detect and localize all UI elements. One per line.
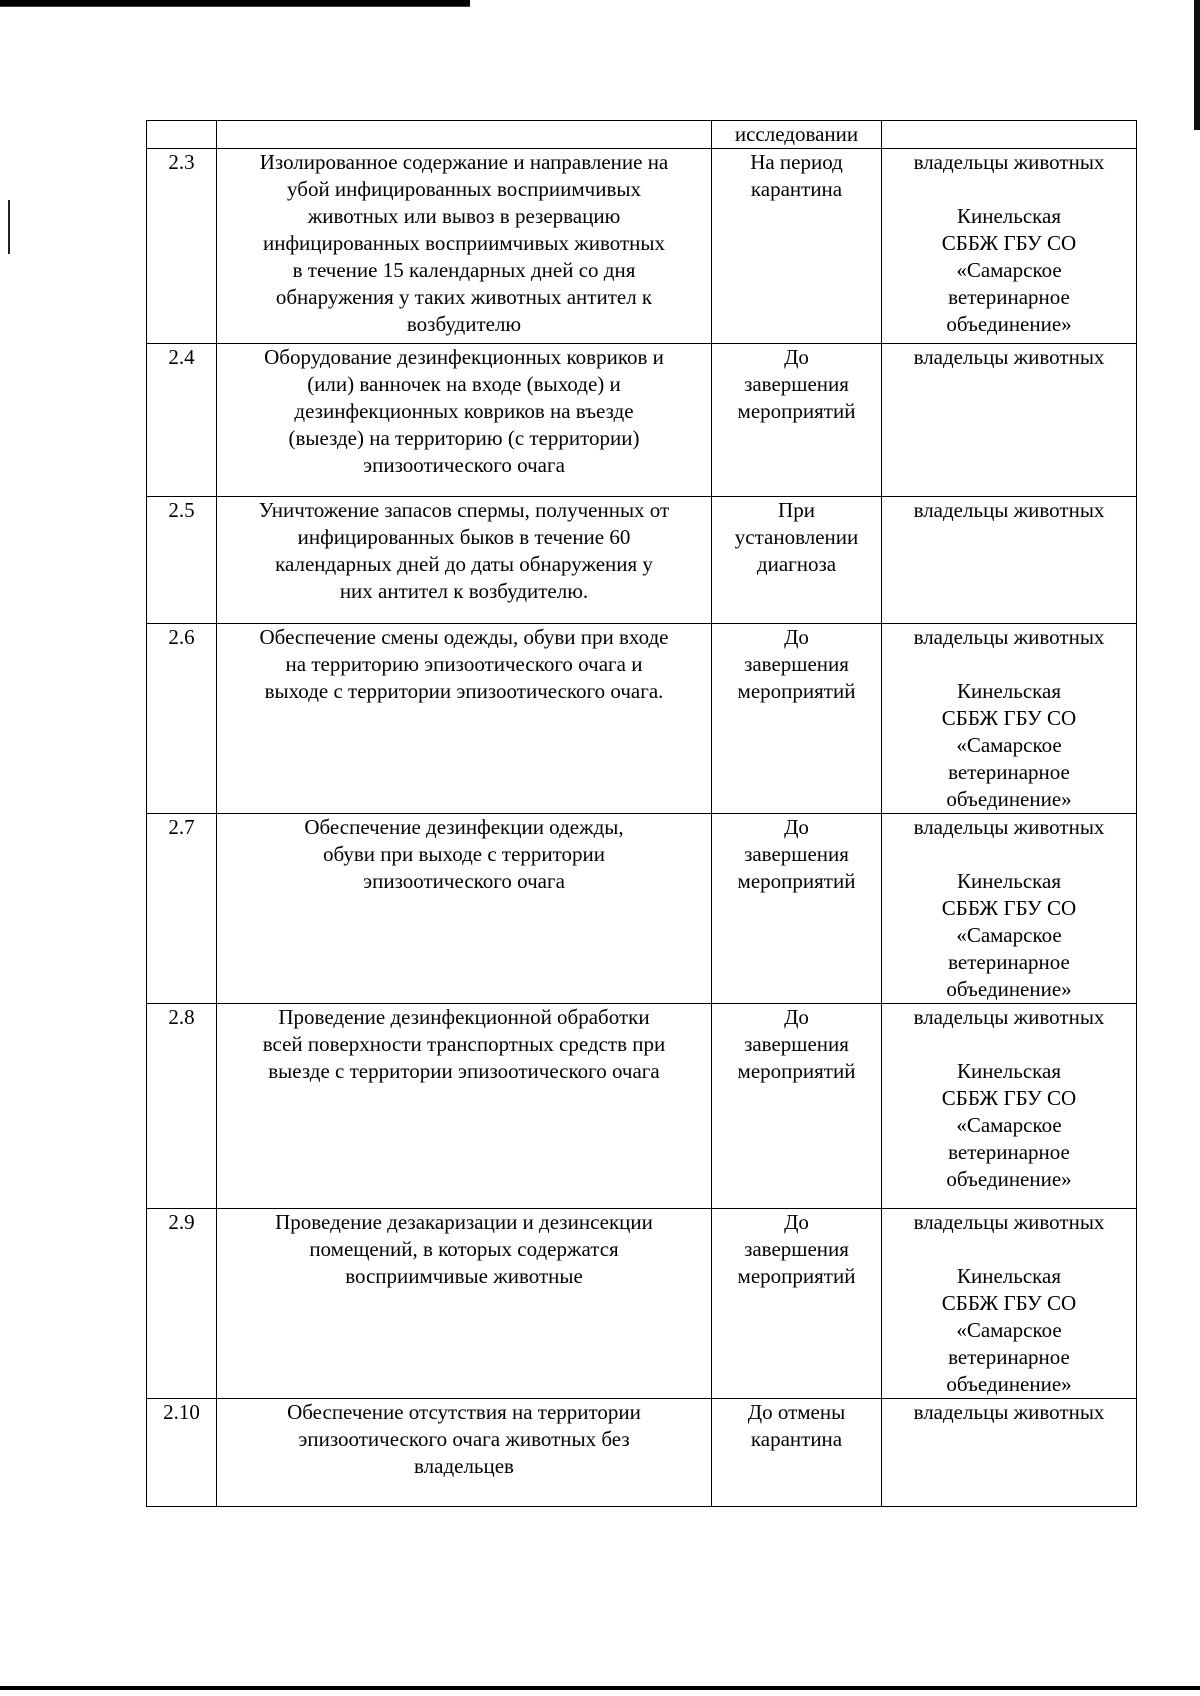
table-row <box>147 344 1137 497</box>
cell-measure <box>217 121 712 149</box>
responsible-owner: владельцы животных <box>913 498 1105 522</box>
responsible-org-line: объединение» <box>946 977 1072 1001</box>
responsible-org-line: Кинельская <box>956 869 1062 893</box>
measure-text-line: в течение 15 календарных дней со дня <box>292 258 636 282</box>
term-text-line: карантина <box>750 1427 843 1451</box>
responsible-org-line: «Самарское <box>956 258 1062 282</box>
term-text-line: До <box>784 815 809 839</box>
responsible-org-line: ветеринарное <box>948 1140 1070 1164</box>
cell-term <box>712 149 882 344</box>
measure-text-line: выезде с территории эпизоотического очага <box>268 1059 660 1083</box>
cell-responsible <box>882 1004 1137 1209</box>
cell-measure <box>217 149 712 344</box>
term-text-line: завершения <box>744 1032 849 1056</box>
cell-term <box>712 1004 882 1209</box>
responsible-owner: владельцы животных <box>913 625 1105 649</box>
responsible-org-line: Кинельская <box>956 204 1062 228</box>
cell-number: 2.9 <box>147 1209 217 1399</box>
cell-responsible <box>882 497 1137 624</box>
measure-text-line: Обеспечение дезинфекции одежды, <box>304 815 624 839</box>
measure-text-line: помещений, в которых содержатся <box>309 1237 619 1261</box>
table-row <box>147 1209 1137 1399</box>
cell-number: 2.8 <box>147 1004 217 1209</box>
responsible-org-line: СББЖ ГБУ СО <box>941 231 1077 255</box>
measure-text-line: инфицированных быков в течение 60 <box>297 525 631 549</box>
cell-number: 2.10 <box>147 1399 217 1507</box>
term-text-line: завершения <box>744 842 849 866</box>
cell-number: 2.7 <box>147 814 217 1004</box>
term-text-line: установлении <box>734 525 859 549</box>
responsible-spacer <box>886 651 1132 678</box>
cell-measure <box>217 344 712 497</box>
measure-text-line: них антител к возбудителю. <box>339 579 589 603</box>
term-text-line: карантина <box>750 177 843 201</box>
responsible-org-line: Кинельская <box>956 679 1062 703</box>
measure-text-line: восприимчивые животные <box>345 1264 583 1288</box>
cell-responsible <box>882 344 1137 497</box>
measure-text-line: владельцев <box>414 1454 514 1478</box>
responsible-org-line: объединение» <box>946 787 1072 811</box>
term-text-line: На период <box>750 150 843 174</box>
cell-number: 2.3 <box>147 149 217 344</box>
cell-responsible <box>882 121 1137 149</box>
measure-text-line: животных или вывоз в резервацию <box>307 204 621 228</box>
cell-number <box>147 121 217 149</box>
table-row <box>147 1004 1137 1209</box>
responsible-spacer <box>886 176 1132 203</box>
cell-responsible <box>882 1399 1137 1507</box>
measure-text-line: (или) ванночек на входе (выходе) и <box>307 372 621 396</box>
responsible-owner: владельцы животных <box>913 150 1105 174</box>
responsible-org-line: ветеринарное <box>948 950 1070 974</box>
responsible-org-line: СББЖ ГБУ СО <box>941 1291 1077 1315</box>
term-text-line: мероприятий <box>737 679 856 703</box>
responsible-spacer <box>886 841 1132 868</box>
responsible-org-line: объединение» <box>946 1167 1072 1191</box>
measure-text-line: Оборудование дезинфекционных ковриков и <box>264 345 664 369</box>
responsible-owner: владельцы животных <box>913 1005 1105 1029</box>
responsible-org-line: объединение» <box>946 1372 1072 1396</box>
table-row <box>147 1399 1137 1507</box>
scan-edge-left <box>8 200 10 254</box>
measure-text-line: Проведение дезинфекционной обработки <box>278 1005 650 1029</box>
cell-responsible <box>882 149 1137 344</box>
responsible-org-line: ветеринарное <box>948 760 1070 784</box>
responsible-org-line: «Самарское <box>956 1318 1062 1342</box>
responsible-spacer <box>886 1031 1132 1058</box>
cell-number: 2.5 <box>147 497 217 624</box>
cell-term <box>712 1399 882 1507</box>
term-text-line: диагноза <box>756 552 837 576</box>
responsible-owner: владельцы животных <box>913 345 1105 369</box>
responsible-org-line: «Самарское <box>956 1113 1062 1137</box>
measure-text-line: эпизоотического очага животных без <box>298 1427 630 1451</box>
term-text-line: При <box>778 498 815 522</box>
measure-text-line: эпизоотического очага <box>363 869 565 893</box>
term-text-line: завершения <box>744 652 849 676</box>
table-row-continuation <box>147 121 1137 149</box>
table-row <box>147 814 1137 1004</box>
table-row <box>147 149 1137 344</box>
scan-edge-top-line <box>0 6 470 7</box>
cell-term <box>712 344 882 497</box>
table-row <box>147 497 1137 624</box>
term-text-line: мероприятий <box>737 1264 856 1288</box>
responsible-spacer <box>886 1236 1132 1263</box>
responsible-org-line: СББЖ ГБУ СО <box>941 896 1077 920</box>
measure-text-line: всей поверхности транспортных средств при <box>262 1032 666 1056</box>
responsible-owner: владельцы животных <box>913 1210 1105 1234</box>
term-text-line: До <box>784 1210 809 1234</box>
responsible-owner: владельцы животных <box>913 1400 1105 1424</box>
table-row <box>147 624 1137 814</box>
cell-measure <box>217 814 712 1004</box>
responsible-org-line: ветеринарное <box>948 285 1070 309</box>
cell-term <box>712 814 882 1004</box>
cell-measure <box>217 624 712 814</box>
responsible-org-line: Кинельская <box>956 1059 1062 1083</box>
responsible-org-line: СББЖ ГБУ СО <box>941 706 1077 730</box>
measure-text-line: Уничтожение запасов спермы, полученных от <box>258 498 670 522</box>
term-text-line: До <box>784 345 809 369</box>
cell-measure <box>217 497 712 624</box>
measures-table-body <box>147 121 1137 1507</box>
measure-text-line: эпизоотического очага <box>363 453 565 477</box>
cell-measure <box>217 1399 712 1507</box>
measure-text-line: выходе с территории эпизоотического очага. <box>264 679 664 703</box>
term-text-line: мероприятий <box>737 1059 856 1083</box>
cell-term <box>712 624 882 814</box>
cell-number: 2.4 <box>147 344 217 497</box>
term-text-line: мероприятий <box>737 399 856 423</box>
measure-text-line: дезинфекционных ковриков на въезде <box>294 399 634 423</box>
measure-text-line: (выезде) на территорию (с территории) <box>288 426 640 450</box>
measures-table <box>146 120 1137 1507</box>
responsible-owner: владельцы животных <box>913 815 1105 839</box>
responsible-org-line: Кинельская <box>956 1264 1062 1288</box>
term-text-line: До <box>784 1005 809 1029</box>
measure-text-line: Проведение дезакаризации и дезинсекции <box>275 1210 653 1234</box>
responsible-org-line: «Самарское <box>956 733 1062 757</box>
cell-number: 2.6 <box>147 624 217 814</box>
responsible-org-line: СББЖ ГБУ СО <box>941 1086 1077 1110</box>
cell-term <box>712 497 882 624</box>
measure-text-line: инфицированных восприимчивых животных <box>262 231 666 255</box>
cell-term <box>712 1209 882 1399</box>
measure-text-line: убой инфицированных восприимчивых <box>287 177 641 201</box>
cell-term: исследовании <box>712 121 882 149</box>
measure-text-line: обуви при выходе с территории <box>322 842 606 866</box>
term-text-line: мероприятий <box>737 869 856 893</box>
cell-measure <box>217 1004 712 1209</box>
term-text-line: завершения <box>744 372 849 396</box>
measure-text-line: календарных дней до даты обнаружения у <box>275 552 653 576</box>
scan-edge-right <box>1194 0 1200 130</box>
cell-responsible <box>882 814 1137 1004</box>
responsible-org-line: «Самарское <box>956 923 1062 947</box>
measure-text-line: Обеспечение отсутствия на территории <box>287 1400 641 1424</box>
term-text-line: До <box>784 625 809 649</box>
responsible-org-line: объединение» <box>946 312 1072 336</box>
cell-measure <box>217 1209 712 1399</box>
cell-responsible <box>882 1209 1137 1399</box>
measure-text-line: на территорию эпизоотического очага и <box>285 652 643 676</box>
measure-text-line: возбудителю <box>406 312 522 336</box>
measure-text-line: Обеспечение смены одежды, обуви при входе <box>259 625 669 649</box>
measure-text-line: Изолированное содержание и направление на <box>259 150 669 174</box>
term-text-line: завершения <box>744 1237 849 1261</box>
cell-responsible <box>882 624 1137 814</box>
term-text-line: До отмены <box>747 1400 846 1424</box>
scan-edge-bottom <box>0 1686 1200 1690</box>
responsible-org-line: ветеринарное <box>948 1345 1070 1369</box>
measure-text-line: обнаружения у таких животных антител к <box>275 285 653 309</box>
